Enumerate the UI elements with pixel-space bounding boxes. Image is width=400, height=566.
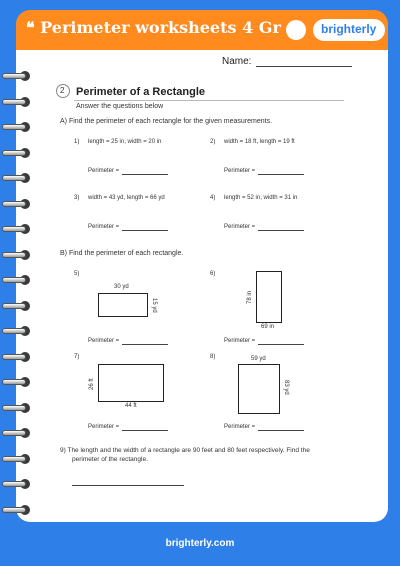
figure-7-answer-label: Perimeter = [88,424,120,430]
problem-4-answer-line[interactable] [258,230,304,231]
worksheet-header [16,10,388,50]
name-line [256,66,352,67]
part-b-instruction: B) Find the perimeter of each rectangle. [60,250,184,257]
question-9-line-1: 9) The length and the width of a rectangle are 90 feet and 80 feet respectively. Find the [60,447,310,454]
binding-wire [2,303,26,309]
figure-5-answer-label: Perimeter = [88,338,120,344]
problem-1-answer-line[interactable] [122,174,168,175]
binding-wire [2,175,26,181]
binding-ring [2,427,32,439]
figure-7-rectangle [98,364,164,402]
binding-wire [2,405,26,411]
figure-6-rectangle [256,271,282,323]
problem-3-answer-label: Perimeter = [88,224,120,230]
binding-ring [2,402,32,414]
problem-3-number: 3) [74,195,80,201]
problem-3-text: width = 43 yd, length = 66 yd [88,195,165,201]
binding-ring [2,121,32,133]
logo-text: brighterly [321,22,377,36]
question-9-line-2: perimeter of the rectangle. [72,456,148,463]
figure-8-answer-line[interactable] [258,430,304,431]
binding-ring [2,198,32,210]
section-subtitle: Answer the questions below [76,103,164,110]
binding-ring [2,300,32,312]
figure-8-number: 8) [210,354,216,360]
figure-5-top-label: 30 yd [114,284,129,290]
header-circle-icon [286,20,306,40]
footer-url: brighterly.com [165,538,235,549]
figure-6-number: 6) [210,271,216,277]
section-number-badge [56,84,70,98]
worksheet-title: ❝ Perimeter worksheets 4 Gr [26,18,281,37]
section-number: 2 [60,86,65,95]
binding-wire [2,379,26,385]
brighterly-logo [313,19,385,41]
binding-wire [2,99,26,105]
binding-ring [2,453,32,465]
binding-ring [2,376,32,388]
binding-ring [2,274,32,286]
binding-ring [2,249,32,261]
binding-wire [2,277,26,283]
binding-ring [2,172,32,184]
figure-5-rectangle [98,293,148,317]
problem-1-number: 1) [74,139,80,145]
figure-5-answer-line[interactable] [122,344,168,345]
binding-wire [2,430,26,436]
figure-7-answer-line[interactable] [122,430,168,431]
binding-ring [2,351,32,363]
figure-8-rectangle [238,364,280,414]
binding-wire [2,226,26,232]
binding-ring [2,147,32,159]
worksheet-sheet [16,50,388,522]
binding-wire [2,252,26,258]
problem-4-answer-label: Perimeter = [224,224,256,230]
binding-ring [2,223,32,235]
binding-ring [2,325,32,337]
binding-wire [2,73,26,79]
binding-wire [2,354,26,360]
figure-7-number: 7) [74,354,80,360]
name-label: Name: [222,56,252,67]
binding-wire [2,150,26,156]
question-9-answer-line[interactable] [72,485,184,486]
problem-1-text: length = 25 in, width = 20 in [88,139,162,145]
figure-5-number: 5) [74,271,80,277]
figure-6-answer-label: Perimeter = [224,338,256,344]
problem-4-text: length = 52 in, width = 31 in [224,195,298,201]
binding-wire [2,201,26,207]
figure-8-top-label: 59 yd [251,356,266,362]
problem-2-text: width = 18 ft, length = 19 ft [224,139,295,145]
binding-wire [2,328,26,334]
part-a-instruction: A) Find the perimeter of each rectangle for the given measurements. [60,118,273,125]
section-divider [74,100,344,101]
problem-4-number: 4) [210,195,216,201]
figure-8-side-label: 83 yd [283,380,289,395]
binding-ring [2,70,32,82]
problem-2-answer-line[interactable] [258,174,304,175]
figure-6-answer-line[interactable] [258,344,304,345]
problem-3-answer-line[interactable] [122,230,168,231]
binding-wire [2,456,26,462]
problem-1-answer-label: Perimeter = [88,168,120,174]
figure-5-side-label: 15 yd [151,298,157,313]
problem-2-answer-label: Perimeter = [224,168,256,174]
binding-wire [2,481,26,487]
binding-ring [2,504,32,516]
section-title: Perimeter of a Rectangle [76,86,205,98]
binding-ring [2,96,32,108]
binding-wire [2,124,26,130]
figure-6-bottom-label: 69 in [261,324,275,330]
binding-ring [2,478,32,490]
problem-2-number: 2) [210,139,216,145]
figure-7-bottom-label: 44 ft [125,403,137,409]
binding-wire [2,507,26,513]
figure-8-answer-label: Perimeter = [224,424,256,430]
figure-7-side-label: 26 ft [89,378,95,390]
figure-6-side-label: 78 in [247,290,253,304]
